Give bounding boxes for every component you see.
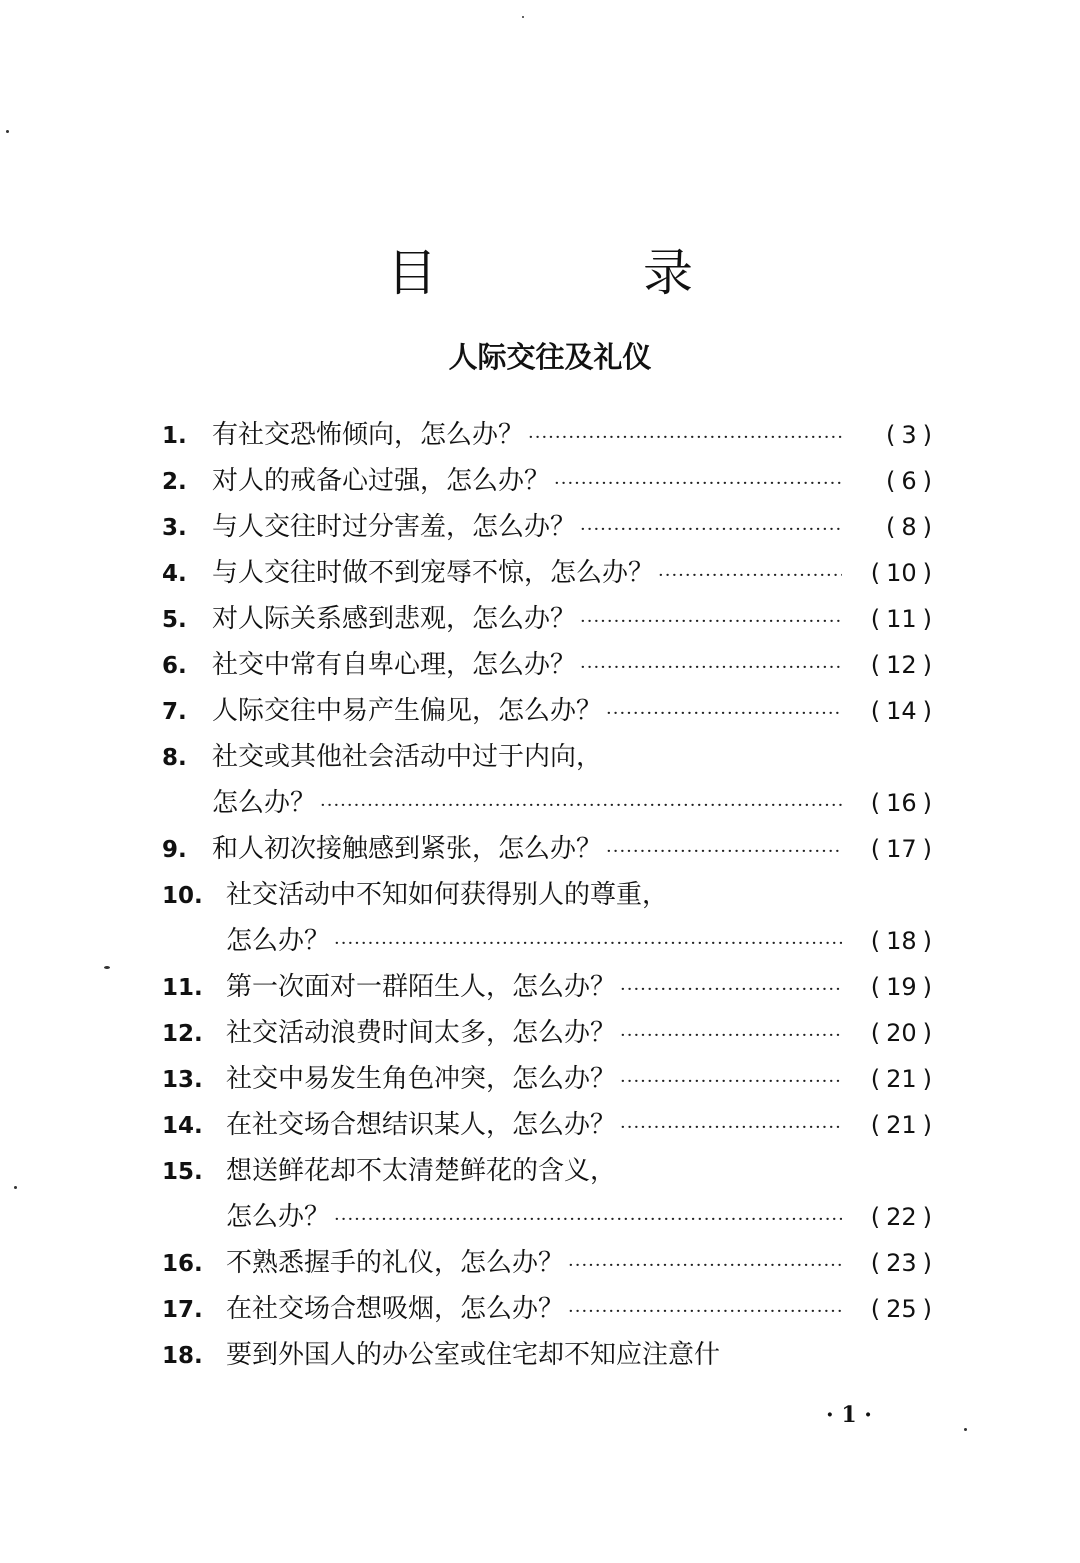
- entry-page: ( 16 ): [870, 789, 932, 817]
- entry-number: 7.: [162, 699, 187, 725]
- entry-title: 在社交场合想吸烟，怎么办？: [226, 1294, 565, 1324]
- toc-entry: [162, 872, 932, 918]
- dot-leader: [620, 1105, 842, 1151]
- entry-title: 对人的戒备心过强，怎么办？: [212, 466, 551, 496]
- toc-entry-continuation: [162, 780, 932, 826]
- toc-entry: [162, 1148, 932, 1194]
- entry-title: 社交或其他社会活动中过于内向，: [212, 742, 603, 772]
- entry-page: ( 21 ): [870, 1065, 932, 1093]
- entry-page: ( 20 ): [870, 1019, 932, 1047]
- toc-entry: [162, 688, 932, 734]
- entry-title: 在社交场合想结识某人，怎么办？: [226, 1110, 617, 1140]
- entry-title-continued: 怎么办？: [226, 926, 331, 956]
- dot-leader: [334, 921, 842, 967]
- entry-page: ( 25 ): [870, 1295, 932, 1323]
- table-of-contents: [162, 412, 932, 1378]
- scan-speck: [6, 130, 9, 133]
- toc-entry: [162, 596, 932, 642]
- entry-page: ( 11 ): [870, 605, 932, 633]
- entry-title: 不熟悉握手的礼仪，怎么办？: [226, 1248, 565, 1278]
- toc-entry: [162, 550, 932, 596]
- entry-number: 8.: [162, 745, 187, 771]
- entry-title: 要到外国人的办公室或住宅却不知应注意什: [226, 1340, 721, 1370]
- entry-title: 人际交往中易产生偏见，怎么办？: [212, 696, 603, 726]
- entry-number: 3.: [162, 515, 187, 541]
- entry-title: 社交活动中不知如何获得别人的尊重，: [226, 880, 669, 910]
- toc-entry-continuation: [162, 1194, 932, 1240]
- entry-number: 11.: [162, 975, 203, 1001]
- entry-number: 2.: [162, 469, 187, 495]
- entry-title: 对人际关系感到悲观，怎么办？: [212, 604, 577, 634]
- dot-leader: [528, 415, 842, 461]
- toc-entry: [162, 964, 932, 1010]
- toc-entry: [162, 1240, 932, 1286]
- scan-speck: [14, 1186, 17, 1189]
- dot-leader: [658, 553, 842, 599]
- entry-title: 有社交恐怖倾向，怎么办？: [212, 420, 525, 450]
- entry-page: ( 23 ): [870, 1249, 932, 1277]
- toc-entry-continuation: [162, 918, 932, 964]
- dot-leader: [606, 829, 842, 875]
- entry-page: ( 19 ): [870, 973, 932, 1001]
- dot-leader: [334, 1197, 842, 1243]
- dot-leader: [620, 1013, 842, 1059]
- entry-number: 16.: [162, 1251, 203, 1277]
- entry-number: 12.: [162, 1021, 203, 1047]
- entry-number: 4.: [162, 561, 187, 587]
- entry-number: 17.: [162, 1297, 203, 1323]
- toc-entry: [162, 412, 932, 458]
- entry-number: 5.: [162, 607, 187, 633]
- entry-number: 13.: [162, 1067, 203, 1093]
- entry-page: ( 17 ): [870, 835, 932, 863]
- section-title: 人际交往及礼仪: [448, 340, 652, 374]
- entry-title: 想送鲜花却不太清楚鲜花的含义，: [226, 1156, 617, 1186]
- page-title: 目 录: [387, 244, 771, 302]
- entry-page: ( 21 ): [870, 1111, 932, 1139]
- entry-page: ( 12 ): [870, 651, 932, 679]
- toc-entry: [162, 1056, 932, 1102]
- entry-number: 1.: [162, 423, 187, 449]
- toc-entry: [162, 642, 932, 688]
- entry-title: 社交中常有自卑心理，怎么办？: [212, 650, 577, 680]
- entry-number: 15.: [162, 1159, 203, 1185]
- dot-leader: [606, 691, 842, 737]
- entry-title: 与人交往时过分害羞，怎么办？: [212, 512, 577, 542]
- page-number: · 1 ·: [826, 1402, 872, 1428]
- toc-entry: [162, 1332, 932, 1378]
- entry-title-continued: 怎么办？: [212, 788, 317, 818]
- entry-page: ( 10 ): [870, 559, 932, 587]
- entry-number: 14.: [162, 1113, 203, 1139]
- entry-page: ( 18 ): [870, 927, 932, 955]
- entry-title: 社交活动浪费时间太多，怎么办？: [226, 1018, 617, 1048]
- entry-title: 第一次面对一群陌生人，怎么办？: [226, 972, 617, 1002]
- dot-leader: [580, 599, 842, 645]
- dot-leader: [568, 1243, 842, 1289]
- toc-entry: [162, 504, 932, 550]
- scan-speck: [964, 1428, 967, 1431]
- entry-number: 9.: [162, 837, 187, 863]
- toc-entry: [162, 1010, 932, 1056]
- scan-speck: [522, 16, 524, 18]
- entry-number: 10.: [162, 883, 203, 909]
- entry-title: 社交中易发生角色冲突，怎么办？: [226, 1064, 617, 1094]
- entry-number: 6.: [162, 653, 187, 679]
- toc-entry: [162, 1286, 932, 1332]
- entry-number: 18.: [162, 1343, 203, 1369]
- dot-leader: [620, 1059, 842, 1105]
- toc-entry: [162, 826, 932, 872]
- dot-leader: [320, 783, 842, 829]
- dot-leader: [580, 507, 842, 553]
- entry-page: ( 8 ): [885, 513, 932, 541]
- entry-title: 和人初次接触感到紧张，怎么办？: [212, 834, 603, 864]
- toc-entry: [162, 458, 932, 504]
- dot-leader: [554, 461, 842, 507]
- dot-leader: [568, 1289, 842, 1335]
- scan-speck: [104, 966, 110, 969]
- entry-page: ( 6 ): [885, 467, 932, 495]
- entry-title-continued: 怎么办？: [226, 1202, 331, 1232]
- dot-leader: [580, 645, 842, 691]
- entry-page: ( 3 ): [885, 421, 932, 449]
- dot-leader: [620, 967, 842, 1013]
- entry-title: 与人交往时做不到宠辱不惊，怎么办？: [212, 558, 655, 588]
- toc-entry: [162, 1102, 932, 1148]
- entry-page: ( 22 ): [870, 1203, 932, 1231]
- toc-entry: [162, 734, 932, 780]
- entry-page: ( 14 ): [870, 697, 932, 725]
